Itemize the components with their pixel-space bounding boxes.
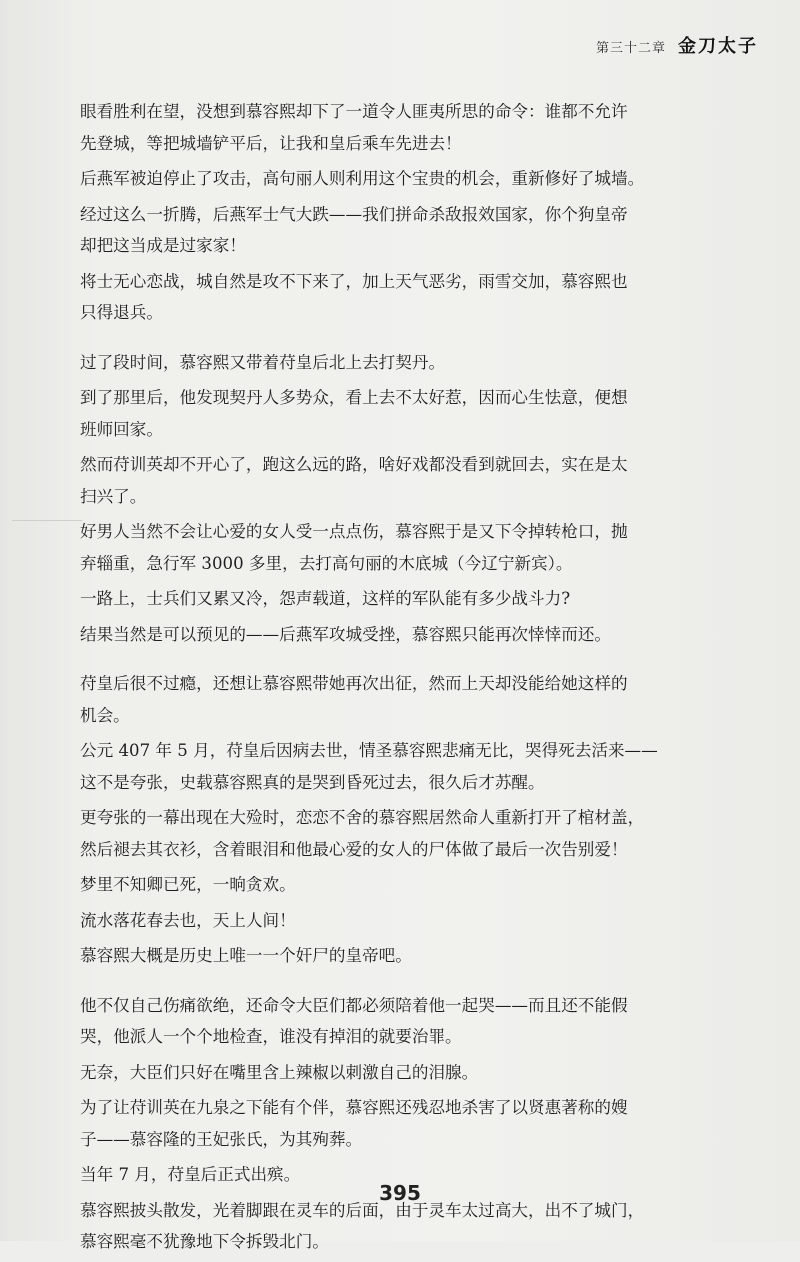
- paragraph: 一路上，士兵们又累又冷，怨声载道，这样的军队能有多少战斗力?: [80, 589, 571, 608]
- paragraph: 慕容熙大概是历史上唯一一个奸尸的皇帝吧。: [80, 946, 412, 965]
- paragraph: 慕容熙披头散发，光着脚跟在灵车的后面，由于灵车太过高大，出不了城门， 慕容熙毫不犹豫地下令拆毁北门。: [80, 1200, 645, 1251]
- paragraph: 将士无心恋战，城自然是攻不下来了，加上天气恶劣，雨雪交加，慕容熙也 只得退兵。: [80, 271, 628, 322]
- page-body: [80, 96, 756, 1262]
- paragraph: 结果当然是可以预见的——后燕军攻城受挫，慕容熙只能再次悻悻而还。: [80, 624, 611, 644]
- running-header: [596, 32, 758, 58]
- chapter-label: 第三十二章: [595, 41, 666, 56]
- paragraph: 经过这么一折腾，后燕军士气大跌——我们拼命杀敌报效国家，你个狗皇帝 却把这当成是过家家！: [80, 204, 628, 255]
- paragraph: 当年 7 月，苻皇后正式出殡。: [80, 1165, 301, 1184]
- paragraph: 眼看胜利在望，没想到慕容熙却下了一道令人匪夷所思的命令：谁都不允许 先登城，等把城墙铲平后，让我和皇后乘车先进去！: [80, 102, 628, 153]
- book-title: 金刀太子: [678, 36, 758, 57]
- paragraph: 公元 407 年 5 月，苻皇后因病去世，情圣慕容熙悲痛无比，哭得死去活来—— 这不是夸张，史载慕容熙真的是哭到昏死过去，很久后才苏醒。: [80, 741, 658, 792]
- paragraph: 梦里不知卿已死，一晌贪欢。: [80, 875, 296, 894]
- page-number: 395: [379, 1181, 421, 1205]
- paragraph: 无奈，大臣们只好在嘴里含上辣椒以刺激自己的泪腺。: [80, 1062, 479, 1082]
- scan-artifact-line: [12, 520, 82, 521]
- paragraph: 过了段时间，慕容熙又带着苻皇后北上去打契丹。: [80, 352, 446, 372]
- paragraph: 更夸张的一幕出现在大殓时，恋恋不舍的慕容熙居然命人重新打开了棺材盖， 然后褪去其衣衫，含着眼泪和他最心爱的女人的尸体做了最后一次告别爱！: [80, 808, 645, 859]
- paragraph: 到了那里后，他发现契丹人多势众，看上去不太好惹，因而心生怯意，便想 班师回家。: [80, 388, 628, 439]
- paragraph: 苻皇后很不过瘾，还想让慕容熙带她再次出征，然而上天却没能给她这样的 机会。: [80, 674, 628, 725]
- paragraph: 流水落花春去也，天上人间！: [80, 910, 296, 930]
- paragraph: 后燕军被迫停止了攻击，高句丽人则利用这个宝贵的机会，重新修好了城墙。: [80, 169, 645, 188]
- paragraph: 好男人当然不会让心爱的女人受一点点伤，慕容熙于是又下令掉转枪口，抛 弃辎重，急行军 3000 多里，去打高句丽的木底城（今辽宁新宾）。: [80, 522, 628, 573]
- paragraph: 然而苻训英却不开心了，跑这么远的路，啥好戏都没看到就回去，实在是太 扫兴了。: [80, 455, 628, 506]
- paragraph: 为了让苻训英在九泉之下能有个伴，慕容熙还残忍地杀害了以贤惠著称的嫂 子——慕容隆的王妃张氏，为其殉葬。: [80, 1098, 628, 1149]
- paragraph: 他不仅自己伤痛欲绝，还命令大臣们都必须陪着他一起哭——而且还不能假 哭，他派人一个个地检查，谁没有掉泪的就要治罪。: [80, 995, 628, 1046]
